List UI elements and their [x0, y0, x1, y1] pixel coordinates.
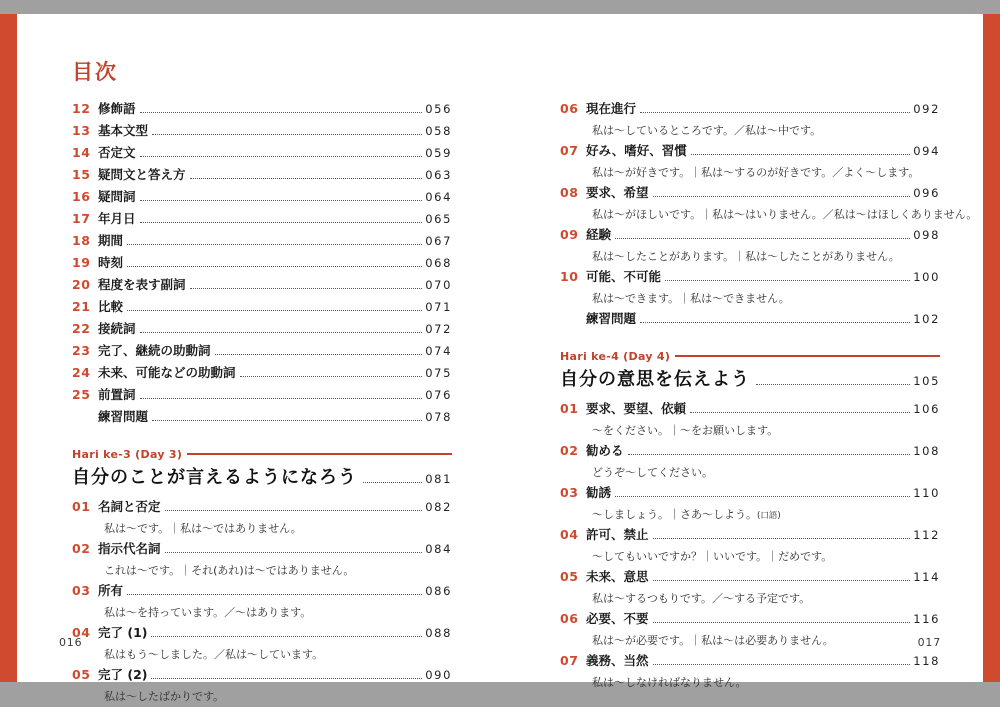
- toc-entry-line: [560, 651, 940, 673]
- toc-entry-number: 24: [72, 365, 91, 380]
- toc-entry-label: 完了 (2): [98, 667, 148, 682]
- toc-entry[interactable]: [560, 399, 940, 441]
- section-tag-row: [72, 445, 452, 463]
- toc-entry-page-number: 058: [425, 124, 452, 138]
- toc-entry-page-number: 114: [913, 570, 940, 584]
- toc-entry-example: [560, 589, 940, 609]
- page-title: 目次: [72, 60, 118, 84]
- toc-entry-page-number: 078: [425, 410, 452, 424]
- toc-entry[interactable]: [560, 609, 940, 651]
- toc-entry-number: 06: [560, 101, 579, 116]
- toc-entry-label: 要求、希望: [586, 185, 649, 200]
- toc-entry[interactable]: [560, 525, 940, 567]
- toc-leader-dots: [127, 593, 422, 595]
- toc-leader-dots: [190, 177, 423, 179]
- toc-leader-dots: [127, 309, 422, 311]
- toc-entry-example: [72, 645, 452, 665]
- toc-leader-dots: [152, 133, 422, 135]
- toc-entry-line: [560, 267, 940, 289]
- toc-entry-example: [72, 561, 452, 581]
- toc-leader-dots: [140, 155, 423, 157]
- section-heading-label: 自分の意思を伝えよう: [560, 369, 750, 390]
- toc-entry-label: 完了、継続の助動詞: [98, 343, 211, 358]
- toc-entry-line: [72, 341, 452, 363]
- toc-entry-label: 要求、要望、依頼: [586, 401, 687, 416]
- toc-leader-dots: [640, 321, 910, 323]
- toc-entry[interactable]: [560, 567, 940, 609]
- toc-entry-line: [72, 275, 452, 297]
- toc-entry-example: [560, 505, 940, 525]
- toc-entry-label: 経験: [586, 227, 612, 242]
- toc-entry-page-number: 090: [425, 668, 452, 682]
- toc-entry-line: [560, 483, 940, 505]
- toc-leader-dots: [140, 199, 423, 201]
- toc-entry-label: 可能、不可能: [586, 269, 662, 284]
- toc-entry-label: 練習問題: [586, 311, 637, 326]
- toc-leader-dots: [165, 509, 423, 511]
- toc-entry[interactable]: [72, 363, 452, 385]
- toc-entry-number: 05: [560, 569, 579, 584]
- toc-entry-example: [72, 687, 452, 707]
- toc-entry-page-number: 096: [913, 186, 940, 200]
- book-spread: [17, 14, 983, 703]
- toc-entry-number: 20: [72, 277, 91, 292]
- toc-leader-dots: [140, 397, 423, 399]
- toc-entry-page-number: 070: [425, 278, 452, 292]
- toc-leader-dots: [127, 243, 422, 245]
- toc-entry[interactable]: [72, 581, 452, 623]
- toc-entry-label: 所有: [98, 583, 124, 598]
- toc-leader-dots: [215, 353, 423, 355]
- toc-entry-page-number: 094: [913, 144, 940, 158]
- toc-example-text: 私は〜できます。｜私は〜できません。: [592, 292, 790, 305]
- toc-entry-number: 03: [560, 485, 579, 500]
- toc-entry-label: 疑問文と答え方: [98, 167, 186, 182]
- toc-entry[interactable]: [560, 267, 940, 309]
- toc-leader-dots: [653, 579, 911, 581]
- toc-entry-label: 好み、嗜好、習慣: [586, 143, 687, 158]
- toc-leader-dots: [127, 265, 422, 267]
- section-day-label: Hari ke-4 (Day 4): [560, 349, 671, 363]
- toc-leader-dots: [140, 221, 423, 223]
- toc-entry-page-number: 072: [425, 322, 452, 336]
- toc-entry-page-number: 086: [425, 584, 452, 598]
- toc-leader-dots: [690, 411, 910, 413]
- toc-entry-page-number: 064: [425, 190, 452, 204]
- toc-example-text: 私は〜しなければなりません。: [592, 676, 747, 689]
- toc-entry-example: [560, 631, 940, 651]
- toc-entry-page-number: 063: [425, 168, 452, 182]
- toc-entry-label: 許可、禁止: [586, 527, 649, 542]
- toc-entry-number: 22: [72, 321, 91, 336]
- toc-entry-number: 16: [72, 189, 91, 204]
- toc-entry[interactable]: [72, 187, 452, 209]
- toc-entry-example: [560, 289, 940, 309]
- toc-entry-example: [560, 205, 978, 225]
- toc-leader-dots: [628, 453, 911, 455]
- section-leader-dots: [756, 383, 910, 385]
- toc-entry-line: [72, 665, 452, 687]
- toc-entry-line: [72, 209, 452, 231]
- folio-left: 016: [59, 636, 83, 649]
- folio-right: 017: [917, 636, 941, 649]
- toc-entry-page-number: 059: [425, 146, 452, 160]
- toc-leader-dots: [190, 287, 423, 289]
- section-tag-row: [560, 347, 940, 365]
- toc-entry-number: 25: [72, 387, 91, 402]
- toc-entry-page-number: 100: [913, 270, 940, 284]
- toc-entry-line: [560, 183, 940, 205]
- toc-entry-number: 13: [72, 123, 91, 138]
- toc-entry-example: [560, 247, 940, 267]
- toc-leader-dots: [151, 677, 422, 679]
- toc-entry[interactable]: [72, 275, 452, 297]
- toc-entry-page-number: 071: [425, 300, 452, 314]
- toc-entry-label: 疑問詞: [98, 189, 136, 204]
- toc-entry-label: 指示代名詞: [98, 541, 161, 556]
- toc-entry-number: 04: [560, 527, 579, 542]
- toc-entry-label: 必要、不要: [586, 611, 649, 626]
- toc-entry-page-number: 074: [425, 344, 452, 358]
- toc-entry-line: [72, 187, 452, 209]
- toc-entry-example: [560, 421, 940, 441]
- toc-example-annotation: (口語): [757, 511, 781, 521]
- toc-entry-number: 10: [560, 269, 579, 284]
- toc-entry-page-number: 082: [425, 500, 452, 514]
- toc-example-text: 〜してもいいですか？｜いいです。｜だめです。: [592, 550, 833, 563]
- toc-entry-label: 否定文: [98, 145, 136, 160]
- toc-entry-line: [72, 121, 452, 143]
- toc-entry-line: [72, 99, 452, 121]
- toc-entry[interactable]: [560, 141, 940, 183]
- toc-entry-line: [560, 399, 940, 421]
- toc-leader-dots: [653, 537, 911, 539]
- toc-entry-number: 06: [560, 611, 579, 626]
- toc-entry[interactable]: [72, 209, 452, 231]
- toc-entry-number: 14: [72, 145, 91, 160]
- toc-leader-dots: [615, 495, 910, 497]
- toc-entry-line: [72, 297, 452, 319]
- section-page-number: 105: [913, 374, 940, 388]
- toc-entry-number: 04: [72, 625, 91, 640]
- toc-entry-page-number: 108: [913, 444, 940, 458]
- toc-entry-line: [72, 539, 452, 561]
- toc-entry-label: 練習問題: [98, 409, 149, 424]
- right-red-edge-bar: [983, 14, 1000, 682]
- toc-leader-dots: [151, 635, 422, 637]
- toc-section-header: [560, 347, 940, 397]
- section-day-label: Hari ke-3 (Day 3): [72, 447, 183, 461]
- toc-entry-example: [560, 463, 940, 483]
- toc-example-text: 〜をください。｜〜をお願いします。: [592, 424, 779, 437]
- toc-entry-label: 修飾語: [98, 101, 136, 116]
- toc-entry-number: 12: [72, 101, 91, 116]
- toc-entry-number: 18: [72, 233, 91, 248]
- toc-entry[interactable]: [560, 225, 940, 267]
- toc-entry-number: 21: [72, 299, 91, 314]
- toc-entry-label: 義務、当然: [586, 653, 649, 668]
- toc-entry[interactable]: [72, 99, 452, 121]
- toc-entry-page-number: 106: [913, 402, 940, 416]
- toc-column-right: [560, 99, 978, 693]
- toc-entry-label: 期間: [98, 233, 124, 248]
- section-rule: [187, 453, 452, 454]
- toc-entry-example: [560, 121, 940, 141]
- section-heading-label: 自分のことが言えるようになろう: [72, 467, 357, 488]
- toc-example-text: 私は〜が好きです。｜私は〜するのが好きです。／よく〜します。: [592, 166, 920, 179]
- toc-leader-dots: [165, 551, 423, 553]
- toc-section-header: [72, 445, 452, 495]
- toc-entry-line: [560, 99, 940, 121]
- toc-entry-line: [72, 231, 452, 253]
- toc-entry-line: [72, 407, 452, 429]
- toc-entry-page-number: 118: [913, 654, 940, 668]
- toc-entry-label: 未来、意思: [586, 569, 649, 584]
- toc-entry-label: 勧誘: [586, 485, 612, 500]
- toc-leader-dots: [653, 663, 911, 665]
- toc-entry[interactable]: [72, 253, 452, 275]
- toc-entry-page-number: 088: [425, 626, 452, 640]
- toc-example-text: これは〜です。｜それ(あれ)は〜ではありません。: [104, 564, 355, 577]
- toc-entry[interactable]: [72, 143, 452, 165]
- toc-entry-page-number: 076: [425, 388, 452, 402]
- toc-example-text: 私は〜したことがあります。｜私は〜したことがありません。: [592, 250, 900, 263]
- section-heading-row[interactable]: [72, 463, 452, 495]
- toc-entry-page-number: 116: [913, 612, 940, 626]
- toc-example-text: 私は〜を持っています。／〜はあります。: [104, 606, 312, 619]
- toc-example-text: 私は〜したばかりです。: [104, 690, 225, 703]
- toc-entry-page-number: 068: [425, 256, 452, 270]
- toc-example-text: 私は〜です。｜私は〜ではありません。: [104, 522, 302, 535]
- toc-entry-label: 勧める: [586, 443, 624, 458]
- section-page-number: 081: [425, 472, 452, 486]
- toc-entry[interactable]: [72, 385, 452, 407]
- toc-entry-page-number: 110: [913, 486, 940, 500]
- toc-entry-label: 程度を表す副詞: [98, 277, 186, 292]
- toc-example-text: どうぞ〜してください。: [592, 466, 713, 479]
- toc-entry-line: [560, 609, 940, 631]
- toc-example-text: 〜しましょう。｜さあ〜しよう。: [592, 508, 757, 521]
- toc-entry-line: [560, 567, 940, 589]
- toc-entry-example: [560, 163, 940, 183]
- toc-entry-line: [560, 525, 940, 547]
- toc-entry-line: [72, 253, 452, 275]
- toc-leader-dots: [152, 419, 422, 421]
- toc-entry-line: [72, 165, 452, 187]
- toc-entry-number: 02: [72, 541, 91, 556]
- section-rule: [675, 355, 940, 356]
- toc-leader-dots: [640, 111, 910, 113]
- toc-entry[interactable]: [560, 183, 978, 225]
- toc-example-text: 私は〜しているところです。／私は〜中です。: [592, 124, 822, 137]
- toc-leader-dots: [665, 279, 910, 281]
- toc-example-text: 私は〜がほしいです。｜私は〜はいりません。／私は〜はほしくありません。: [592, 208, 978, 221]
- toc-leader-dots: [140, 111, 423, 113]
- toc-entry-label: 名詞と否定: [98, 499, 161, 514]
- toc-entry-number: 01: [72, 499, 91, 514]
- toc-entry[interactable]: [72, 497, 452, 539]
- section-leader-dots: [363, 481, 422, 483]
- toc-entry-page-number: 112: [913, 528, 940, 542]
- toc-entry-line: [560, 309, 940, 331]
- toc-entry[interactable]: [72, 539, 452, 581]
- toc-entry-line: [560, 225, 940, 247]
- toc-entry-example: [72, 519, 452, 539]
- toc-entry-label: 年月日: [98, 211, 136, 226]
- toc-entry-line: [560, 141, 940, 163]
- toc-column-left: [72, 99, 452, 707]
- toc-entry-line: [72, 385, 452, 407]
- toc-example-text: 私は〜するつもりです。／〜する予定です。: [592, 592, 811, 605]
- toc-entry-page-number: 092: [913, 102, 940, 116]
- toc-leader-dots: [653, 621, 911, 623]
- toc-entry-number: 07: [560, 653, 579, 668]
- toc-entry-label: 現在進行: [586, 101, 637, 116]
- top-gray-band: [0, 0, 1000, 14]
- toc-entry-page-number: 065: [425, 212, 452, 226]
- toc-leader-dots: [653, 195, 911, 197]
- toc-entry-page-number: 084: [425, 542, 452, 556]
- toc-entry-number: 03: [72, 583, 91, 598]
- toc-entry-number: 08: [560, 185, 579, 200]
- toc-entry[interactable]: [560, 441, 940, 483]
- toc-entry-line: [560, 441, 940, 463]
- toc-entry-line: [72, 581, 452, 603]
- toc-entry-number: 09: [560, 227, 579, 242]
- toc-entry-example: [560, 547, 940, 567]
- toc-entry-number: 17: [72, 211, 91, 226]
- toc-entry-number: 02: [560, 443, 579, 458]
- toc-entry-line: [72, 319, 452, 341]
- toc-entry-label: 比較: [98, 299, 124, 314]
- toc-entry[interactable]: [72, 121, 452, 143]
- toc-entry-number: 01: [560, 401, 579, 416]
- toc-leader-dots: [240, 375, 423, 377]
- toc-leader-dots: [691, 153, 910, 155]
- toc-leader-dots: [615, 237, 910, 239]
- toc-entry[interactable]: [72, 407, 452, 429]
- toc-entry-page-number: 075: [425, 366, 452, 380]
- toc-entry[interactable]: [72, 297, 452, 319]
- toc-leader-dots: [140, 331, 423, 333]
- toc-entry[interactable]: [72, 665, 452, 707]
- toc-entry[interactable]: [72, 341, 452, 363]
- toc-entry[interactable]: [560, 651, 940, 693]
- toc-entry-example: [560, 673, 940, 693]
- toc-example-text: 私は〜が必要です。｜私は〜は必要ありません。: [592, 634, 834, 647]
- toc-entry[interactable]: [560, 483, 940, 525]
- toc-entry-example: [72, 603, 452, 623]
- toc-entry[interactable]: [72, 319, 452, 341]
- toc-entry[interactable]: [72, 623, 452, 665]
- toc-entry-label: 前置詞: [98, 387, 136, 402]
- toc-entry-label: 基本文型: [98, 123, 149, 138]
- toc-entry-number: 19: [72, 255, 91, 270]
- toc-entry-label: 接続詞: [98, 321, 136, 336]
- toc-entry-page-number: 102: [913, 312, 940, 326]
- toc-entry-line: [72, 363, 452, 385]
- toc-entry-label: 未来、可能などの助動詞: [98, 365, 236, 380]
- toc-entry-number: 15: [72, 167, 91, 182]
- toc-entry-line: [72, 143, 452, 165]
- toc-entry-page-number: 067: [425, 234, 452, 248]
- left-red-edge-bar: [0, 14, 17, 682]
- toc-entry-page-number: 098: [913, 228, 940, 242]
- toc-entry-label: 時刻: [98, 255, 124, 270]
- toc-entry[interactable]: [560, 99, 940, 141]
- toc-entry[interactable]: [560, 309, 940, 331]
- toc-entry-label: 完了 (1): [98, 625, 148, 640]
- section-heading-row[interactable]: [560, 365, 940, 397]
- toc-entry[interactable]: [72, 165, 452, 187]
- toc-entry-number: 05: [72, 667, 91, 682]
- toc-example-text: 私はもう〜しました。／私は〜しています。: [104, 648, 324, 661]
- toc-entry-line: [72, 497, 452, 519]
- toc-entry-number: 23: [72, 343, 91, 358]
- toc-entry-number: 07: [560, 143, 579, 158]
- toc-entry[interactable]: [72, 231, 452, 253]
- toc-entry-page-number: 056: [425, 102, 452, 116]
- toc-entry-line: [72, 623, 452, 645]
